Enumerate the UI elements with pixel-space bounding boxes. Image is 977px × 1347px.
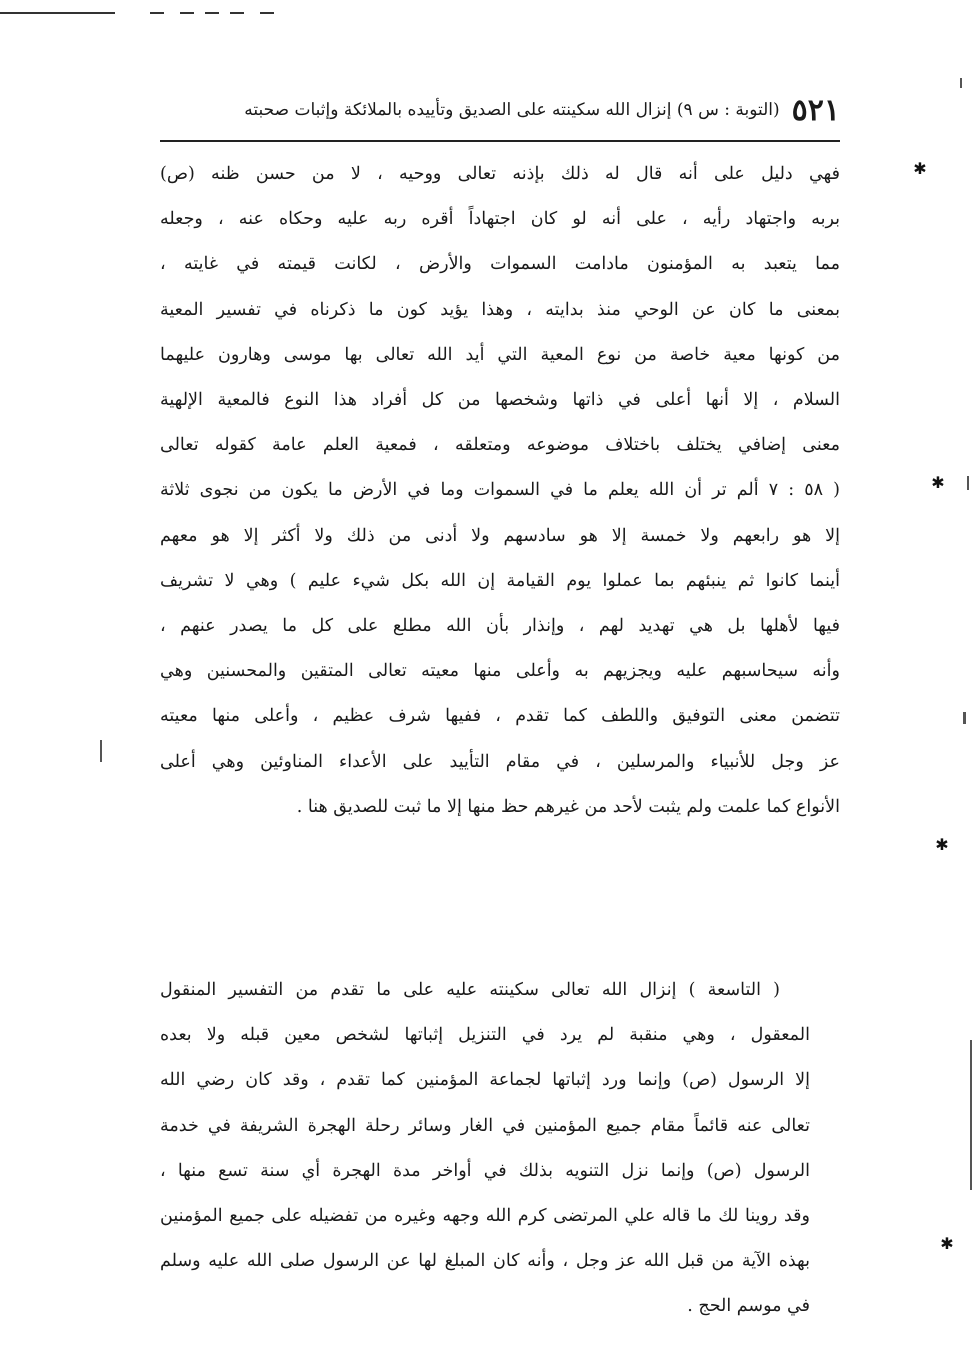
margin-star-icon: ✱ bbox=[935, 835, 949, 854]
text-line: أينما كانوا ثم ينبئهم بما عملوا يوم القيامة إن الله بكل شيء عليم ) وهي لا تشريف bbox=[160, 570, 840, 591]
text-line: إلا الرسول (ص) وإنما ورد إثباتها لجماعة المؤمنين كما تقدم ، وقد كان رضي الله bbox=[160, 1070, 810, 1091]
scan-speck bbox=[970, 1040, 972, 1190]
paragraph-2 bbox=[160, 968, 840, 1330]
text-line: الرسول (ص) وإنما نزل التنويه بذلك في أواخر مدة الهجرة أي سنة تسع منها ، bbox=[160, 1160, 810, 1181]
text-line: فهي دليل على أنه قال له ذلك بإذنه تعالى ووحيه ، لا من حسن ظنه (ص) bbox=[160, 164, 840, 184]
margin-star-icon: ✱ bbox=[913, 159, 927, 178]
scan-speck bbox=[100, 740, 102, 762]
scan-speck bbox=[960, 78, 962, 88]
paragraph-1 bbox=[160, 152, 840, 830]
running-head-title: (التوبة : س ٩) إنزال الله سكينته على الصديق وتأييده بالملائكة وإثبات صحبته bbox=[244, 100, 780, 120]
text-line: في موسم الحج . bbox=[687, 1296, 810, 1317]
scan-speck bbox=[963, 712, 966, 724]
text-line: مما يتعبد به المؤمنون مادامت السموات والأرض ، لكانت قيمته في غايته ، bbox=[160, 254, 840, 275]
text-line: بهذه الآية من قبل الله عز وجل ، وأنه كان المبلغ لها عن الرسول صلى الله عليه وسلم bbox=[160, 1251, 810, 1272]
text-line: تتضمن معنى التوفيق واللطف كما تقدم ، ففيها شرف عظيم ، وأعلى منها معيته bbox=[160, 706, 840, 727]
text-line: بمعنى ما كان عن الوحي منذ بدايته ، وهذا يؤيد كون ما ذكرناه في تفسير المعية bbox=[160, 299, 840, 320]
top-scan-rule bbox=[0, 12, 977, 14]
text-line: وأنه سيحاسبهم عليه ويجزيهم به وأعلى منها معيته تعالى المتقين والمحسنين وهي bbox=[160, 661, 840, 682]
text-line: معنى إضافي يختلف باختلاف موضوعه ومتعلقه ، فمعية العلم عامة كقوله تعالى bbox=[160, 435, 840, 456]
text-line: فيها لأهلها بل هي تهديد لهم ، وإنذار بأن الله مطلع على كل ما يصدر عنهم ، bbox=[160, 616, 840, 637]
margin-star-icon: ✱ bbox=[940, 1234, 954, 1253]
header-rule bbox=[160, 140, 840, 142]
text-line: الأنواع كما علمت ولم يثبت لأحد من غيرهم حظ منها إلا ما ثبت للصديق هنا . bbox=[296, 796, 840, 817]
text-line: عز وجل للأنبياء والمرسلين ، في مقام التأييد على الأعداء المناوئين وهي أعلى bbox=[160, 751, 840, 772]
text-line: السلام ، إلا أنها أعلى في ذاتها وشخصها من كل أفراد هذا النوع فالمعية الإلهية bbox=[160, 390, 840, 411]
text-line: وقد روينا لك ما قاله علي المرتضى كرم الله وجهه وغيره من تفضيله على جميع المؤمنين bbox=[160, 1206, 810, 1227]
page-number: ٥٢١ bbox=[791, 92, 840, 128]
text-line: ( التاسعة ) إنزال الله تعالى سكينته عليه على ما تقدم من التفسير المنقول bbox=[160, 980, 780, 1000]
text-line: إلا هو رابعهم ولا خمسة إلا هو سادسهم ولا أدنى من ذلك ولا أكثر إلا هو معهم bbox=[160, 525, 840, 546]
running-head bbox=[160, 84, 840, 136]
text-line: ( ٥٨ : ٧ ألم تر أن الله يعلم ما في السموات وما في الأرض ما يكون من نجوى ثلاثة bbox=[160, 480, 840, 501]
margin-star-icon: ✱ bbox=[931, 473, 945, 492]
text-line: المعقول ، وهي منقبة لم يرد في التنزيل إثباتها لشخص معين قبله ولا بعده bbox=[160, 1025, 810, 1046]
scan-speck bbox=[967, 476, 969, 490]
text-line: بربه واجتهاد رأيه ، على أنه لو كان اجتهاداً أقره ربه عليه وحكاه عنه ، وجعله bbox=[160, 209, 840, 230]
text-line: من كونها معية خاصة من نوع المعية التي أيد الله تعالى بها موسى وهارون عليهما bbox=[160, 344, 840, 365]
text-line: تعالى عنه قائماً مقام جميع المؤمنين في الغار وسائر رحلة الهجرة الشريفة في خدمة bbox=[160, 1115, 810, 1136]
